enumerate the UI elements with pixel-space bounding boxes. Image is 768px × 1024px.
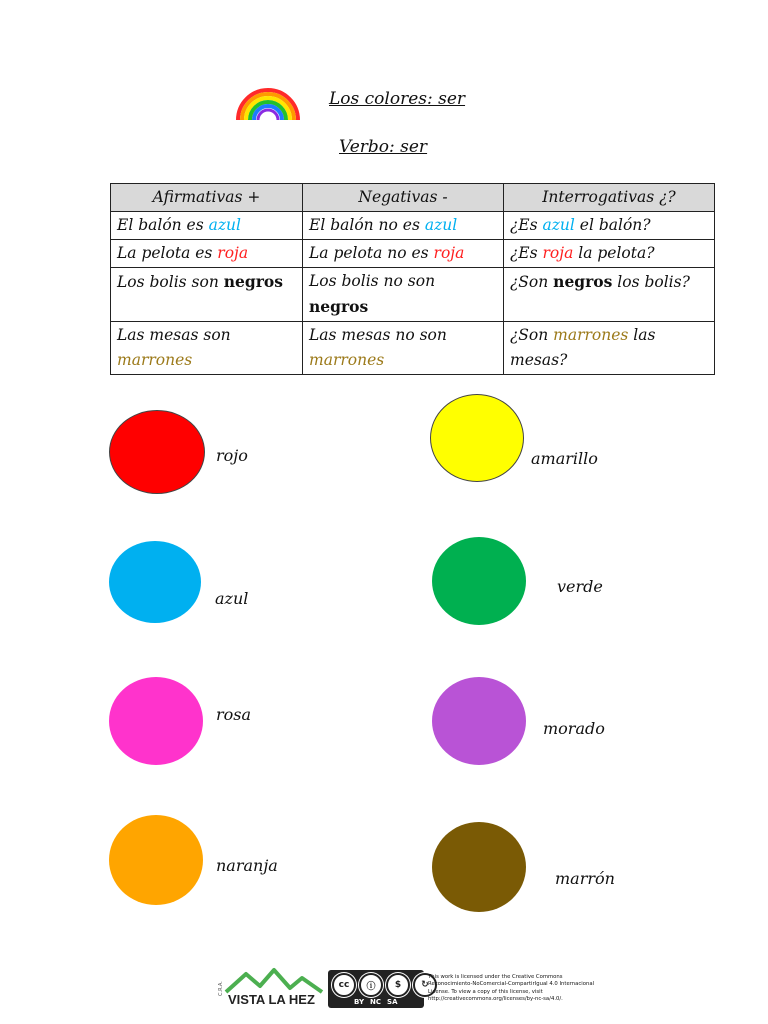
swatch-verde — [432, 537, 526, 625]
cc-tag-sa: SA — [387, 998, 398, 1006]
swatch-label-rojo: rojo — [216, 446, 248, 465]
conjugation-table — [110, 183, 715, 375]
table-cell: Los bolis no son negros — [303, 268, 504, 322]
header-interrogativas: Interrogativas ¿? — [504, 184, 715, 212]
sharealike-icon: ↻ — [413, 973, 437, 997]
table-row — [111, 240, 715, 268]
swatch-rojo — [109, 410, 205, 494]
table-cell: La pelota es roja — [111, 240, 303, 268]
swatch-label-rosa: rosa — [216, 705, 252, 724]
cc-tag-nc: NC — [370, 998, 382, 1006]
swatch-naranja — [109, 815, 203, 905]
page-title: Los colores: ser — [329, 89, 466, 109]
cc-license-badge — [328, 970, 429, 1008]
license-line: Reconocimiento-NoComercial-CompartirIgual 4.0 Internacional — [428, 981, 595, 988]
rainbow-icon — [234, 86, 302, 122]
swatch-label-morado: morado — [543, 719, 605, 738]
table-cell: El balón no es azul — [303, 212, 504, 240]
header-negativas: Negativas - — [303, 184, 504, 212]
table-cell: ¿Es azul el balón? — [504, 212, 715, 240]
table-cell: La pelota no es roja — [303, 240, 504, 268]
table-row — [111, 322, 715, 375]
cc-tag-by: BY — [354, 998, 365, 1006]
swatch-label-amarillo: amarillo — [531, 449, 598, 468]
table-cell: ¿Son marrones las mesas? — [504, 322, 715, 375]
cc-icon: cc — [332, 973, 356, 997]
license-line: License. To view a copy of this license, visit — [428, 988, 543, 995]
swatch-label-verde: verde — [557, 577, 603, 596]
table-cell: El balón es azul — [111, 212, 303, 240]
license-line: http://creativecommons.org/licenses/by-nc-sa/4.0/. — [428, 995, 563, 1002]
swatch-morado — [432, 677, 526, 765]
table-cell: Las mesas no son marrones — [303, 322, 504, 375]
header-afirmativas: Afirmativas + — [111, 184, 303, 212]
table-header-row — [111, 184, 715, 212]
school-logo — [218, 966, 324, 1010]
table-row — [111, 268, 715, 322]
swatch-amarillo — [430, 394, 524, 482]
swatch-azul — [109, 541, 201, 623]
table-row — [111, 212, 715, 240]
swatch-label-marron: marrón — [555, 869, 615, 888]
person-icon: ⓘ — [359, 973, 383, 997]
noncommercial-icon: $ — [386, 973, 410, 997]
swatch-label-naranja: naranja — [216, 856, 278, 875]
logo-prefix: C.R.A. — [218, 981, 224, 996]
swatch-label-azul: azul — [215, 589, 249, 608]
table-cell: Los bolis son negros — [111, 268, 303, 322]
table-cell: ¿Es roja la pelota? — [504, 240, 715, 268]
table-cell: ¿Son negros los bolis? — [504, 268, 715, 322]
swatch-rosa — [109, 677, 203, 765]
page-subtitle: Verbo: ser — [339, 137, 428, 157]
swatch-marron — [432, 822, 526, 912]
license-text — [428, 974, 598, 1003]
table-cell: Las mesas son marrones — [111, 322, 303, 375]
license-line: This work is licensed under the Creative Commons — [428, 974, 563, 980]
logo-text: VISTA LA HEZ — [228, 992, 315, 1007]
